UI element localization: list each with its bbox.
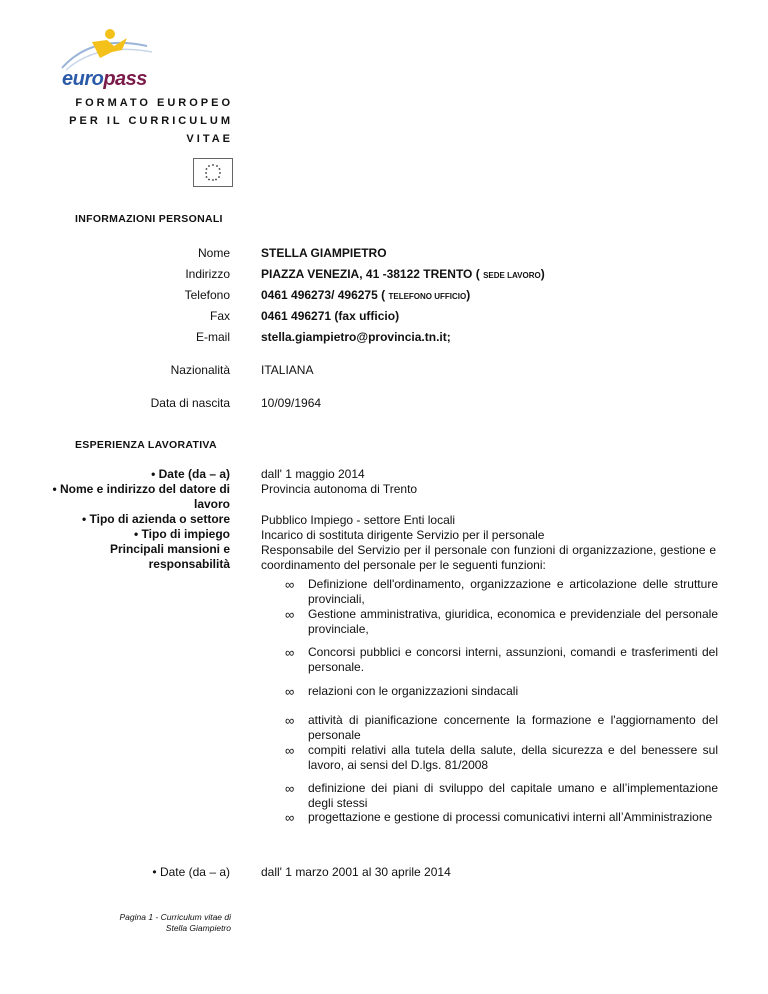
label-employer: • Nome e indirizzo del datore di (52, 482, 230, 496)
list-item: Concorsi pubblici e concorsi interni, assunzioni, comandi e trasferimenti del personale. (308, 645, 718, 674)
value-nazionalita: ITALIANA (261, 363, 314, 377)
label-date: • Date (da – a) (151, 467, 230, 481)
value-job1: Incarico di sostituta dirigente Servizio per il personale (261, 528, 545, 542)
value-employer1: Provincia autonoma di Trento (261, 482, 418, 496)
value-nome: STELLA GIAMPIETRO (261, 246, 387, 260)
europass-logo (52, 24, 182, 96)
label-nome: Nome (197, 246, 230, 260)
label-data-nascita: Data di nascita (150, 396, 230, 410)
label-job-type: • Tipo di impiego (134, 527, 230, 541)
bullet-icon: ∞ (285, 684, 295, 699)
bullet-icon: ∞ (285, 743, 295, 758)
label-duties: Principali mansioni e (109, 542, 230, 556)
list-item: Gestione amministrativa, giuridica, economica e previdenziale del personale provinciale, (308, 607, 718, 636)
value-indirizzo: PIAZZA VENEZIA, 41 -38122 TRENTO ( SEDE LAVORO) (261, 267, 545, 281)
bullet-icon: ∞ (285, 607, 295, 622)
bullet-icon: ∞ (285, 810, 295, 825)
label-employer-cont: lavoro (193, 497, 230, 511)
label-telefono: Telefono (184, 288, 230, 302)
value-duties1: Responsabile del Servizio per il personale con funzioni di organizzazione, gestione e coordinamento del personale per le seguenti funzioni: (261, 543, 716, 572)
title-line3: VITAE (186, 133, 233, 145)
bullet-icon: ∞ (285, 577, 295, 592)
value-telefono: 0461 496273/ 496275 ( TELEFONO UFFICIO) (261, 288, 471, 302)
bullet-icon: ∞ (285, 781, 295, 796)
list-item: compiti relativi alla tutela della salute, della sicurezza e del benessere sul lavoro, ai sensi del D.lgs. 81/2008 (308, 743, 718, 772)
page-number: 1 (148, 912, 154, 922)
section-work-experience: ESPERIENZA LAVORATIVA (75, 439, 217, 451)
value-email[interactable]: stella.giampietro@provincia.tn.it; (261, 330, 451, 344)
list-item: Definizione dell'ordinamento, organizzazione e articolazione delle strutture provinciali, (308, 577, 718, 606)
list-item: progettazione e gestione di processi comunicativi interni all’Amministrazione (308, 810, 713, 824)
work-labels (52, 467, 230, 572)
list-item: definizione dei piani di sviluppo del capitale umano e all’implementazione degli stessi (308, 781, 718, 810)
label-email: E-mail (195, 330, 230, 344)
label-indirizzo: Indirizzo (185, 267, 230, 281)
list-item: attività di pianificazione concernente la formazione e l'aggiornamento del personale (308, 713, 718, 742)
title-line1: FORMATO EUROPEO (75, 97, 233, 109)
label-fax: Fax (209, 309, 230, 323)
value-date2: dall' 1 marzo 2001 al 30 aprile 2014 (261, 865, 451, 879)
bullet-icon: ∞ (285, 645, 295, 660)
logo-text-euro: euro (62, 68, 104, 90)
label-nazionalita: Nazionalità (170, 363, 230, 377)
title-line2: PER IL CURRICULUM (69, 115, 233, 127)
value-fax: 0461 496271 (fax ufficio) (261, 309, 400, 323)
value-data-nascita: 10/09/1964 (261, 396, 322, 410)
label-duties-cont: responsabilità (148, 557, 230, 571)
label-date2: • Date (da – a) (152, 865, 230, 879)
page-footer: Pagina 1 - Curriculum vitae di Stella Giampietro (119, 912, 231, 933)
value-sector1: Pubblico Impiego - settore Enti locali (261, 513, 456, 527)
logo-text-pass: pass (103, 68, 147, 90)
bullet-icon: ∞ (285, 713, 295, 728)
section-personal-info: INFORMAZIONI PERSONALI (75, 213, 223, 225)
eu-flag-icon (193, 158, 233, 187)
value-date1: dall' 1 maggio 2014 (261, 467, 365, 481)
list-item: relazioni con le organizzazioni sindacali (308, 684, 519, 698)
label-sector: • Tipo di azienda o settore (81, 512, 230, 526)
